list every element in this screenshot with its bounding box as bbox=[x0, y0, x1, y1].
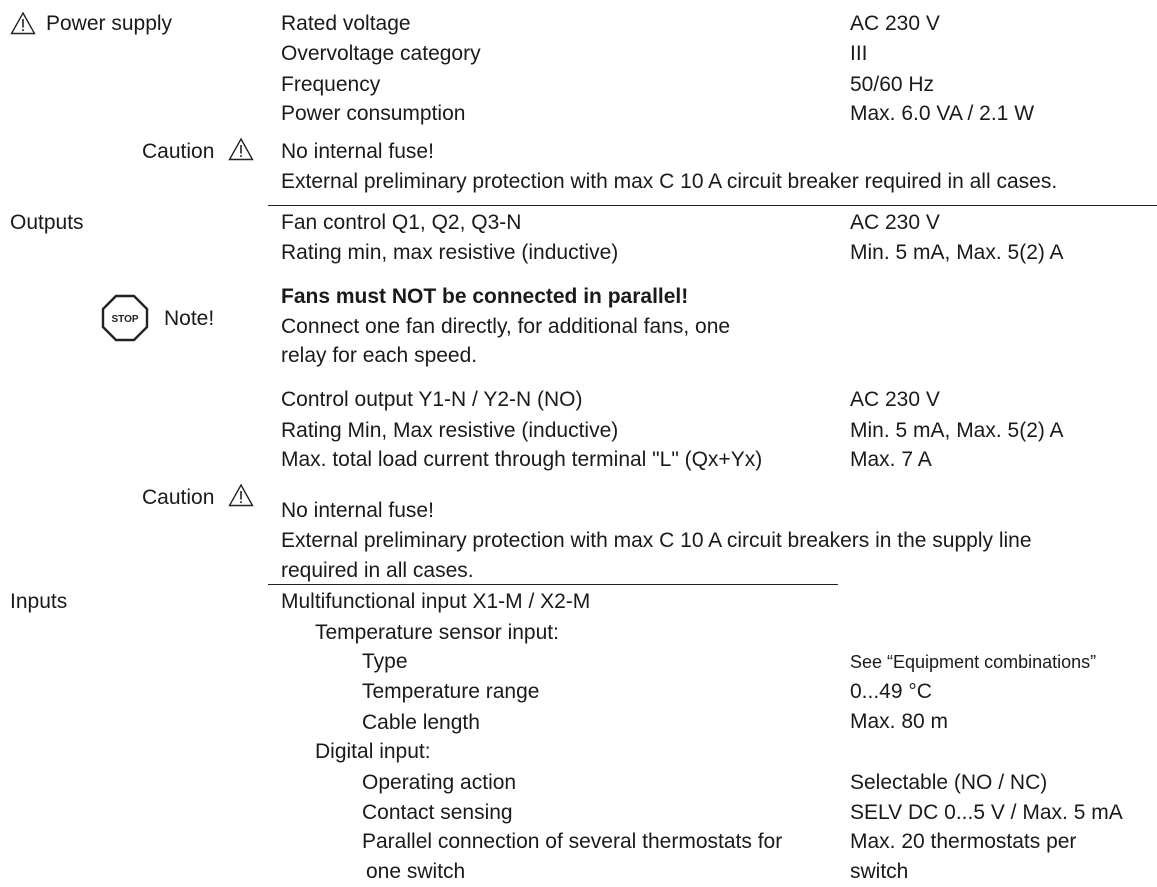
caution-text: No internal fuse! bbox=[281, 499, 434, 522]
spec-label: Parallel connection of several thermostats for bbox=[362, 830, 783, 853]
spec-value: Max. 6.0 VA / 2.1 W bbox=[850, 102, 1035, 125]
spec-label: Type bbox=[362, 650, 408, 673]
section-title-outputs: Outputs bbox=[10, 211, 84, 234]
caution-text: External preliminary protection with max C 10 A circuit breakers in the supply line bbox=[281, 529, 1032, 552]
warning-triangle-icon bbox=[228, 483, 254, 507]
caution-text: No internal fuse! bbox=[281, 140, 434, 163]
spec-value: AC 230 V bbox=[850, 211, 940, 234]
spec-label: Multifunctional input X1-M / X2-M bbox=[281, 590, 591, 613]
subheading: Digital input: bbox=[315, 740, 431, 763]
section-divider bbox=[268, 584, 838, 585]
caution-label: Caution bbox=[142, 486, 215, 509]
note-text: relay for each speed. bbox=[281, 344, 478, 367]
warning-triangle-icon bbox=[228, 137, 254, 161]
spec-value: Max. 20 thermostats per bbox=[850, 830, 1077, 853]
spec-label: Temperature range bbox=[362, 680, 540, 703]
caution-label: Caution bbox=[142, 140, 215, 163]
spec-value: III bbox=[850, 42, 868, 65]
spec-label: Rated voltage bbox=[281, 12, 411, 35]
spec-label: Max. total load current through terminal "L" (Qx+Yx) bbox=[281, 448, 763, 471]
spec-label: Rating Min, Max resistive (inductive) bbox=[281, 419, 619, 442]
section-title-power-supply: Power supply bbox=[46, 12, 173, 35]
spec-value: Min. 5 mA, Max. 5(2) A bbox=[850, 241, 1064, 264]
caution-text: required in all cases. bbox=[281, 559, 474, 582]
spec-value: 0...49 °C bbox=[850, 680, 932, 703]
note-warning-bold: Fans must NOT be connected in parallel! bbox=[281, 285, 689, 308]
spec-label: one switch bbox=[366, 860, 466, 883]
warning-triangle-icon bbox=[10, 11, 36, 35]
stop-sign-text: STOP bbox=[111, 314, 139, 325]
spec-value: Selectable (NO / NC) bbox=[850, 771, 1048, 794]
section-divider bbox=[268, 205, 1157, 206]
spec-label: Control output Y1-N / Y2-N (NO) bbox=[281, 388, 583, 411]
section-title-inputs: Inputs bbox=[10, 590, 68, 613]
spec-value: Max. 7 A bbox=[850, 448, 932, 471]
note-label: Note! bbox=[164, 307, 215, 330]
caution-text: External preliminary protection with max C 10 A circuit breaker required in all cases. bbox=[281, 170, 1058, 193]
spec-value: AC 230 V bbox=[850, 12, 940, 35]
spec-value: SELV DC 0...5 V / Max. 5 mA bbox=[850, 801, 1123, 824]
spec-value: Min. 5 mA, Max. 5(2) A bbox=[850, 419, 1064, 442]
spec-value: Max. 80 m bbox=[850, 710, 949, 733]
spec-value: switch bbox=[850, 860, 909, 883]
stop-sign-icon bbox=[101, 294, 149, 342]
spec-label: Rating min, max resistive (inductive) bbox=[281, 241, 619, 264]
spec-value: See “Equipment combinations” bbox=[850, 652, 1097, 672]
spec-value: 50/60 Hz bbox=[850, 73, 935, 96]
spec-label: Cable length bbox=[362, 711, 480, 734]
spec-label: Overvoltage category bbox=[281, 42, 481, 65]
spec-value: AC 230 V bbox=[850, 388, 940, 411]
spec-label: Frequency bbox=[281, 73, 381, 96]
spec-label: Fan control Q1, Q2, Q3-N bbox=[281, 211, 522, 234]
subheading: Temperature sensor input: bbox=[315, 621, 559, 644]
spec-label: Operating action bbox=[362, 771, 517, 794]
spec-label: Contact sensing bbox=[362, 801, 513, 824]
spec-label: Power consumption bbox=[281, 102, 466, 125]
note-text: Connect one fan directly, for additional fans, one bbox=[281, 315, 731, 338]
